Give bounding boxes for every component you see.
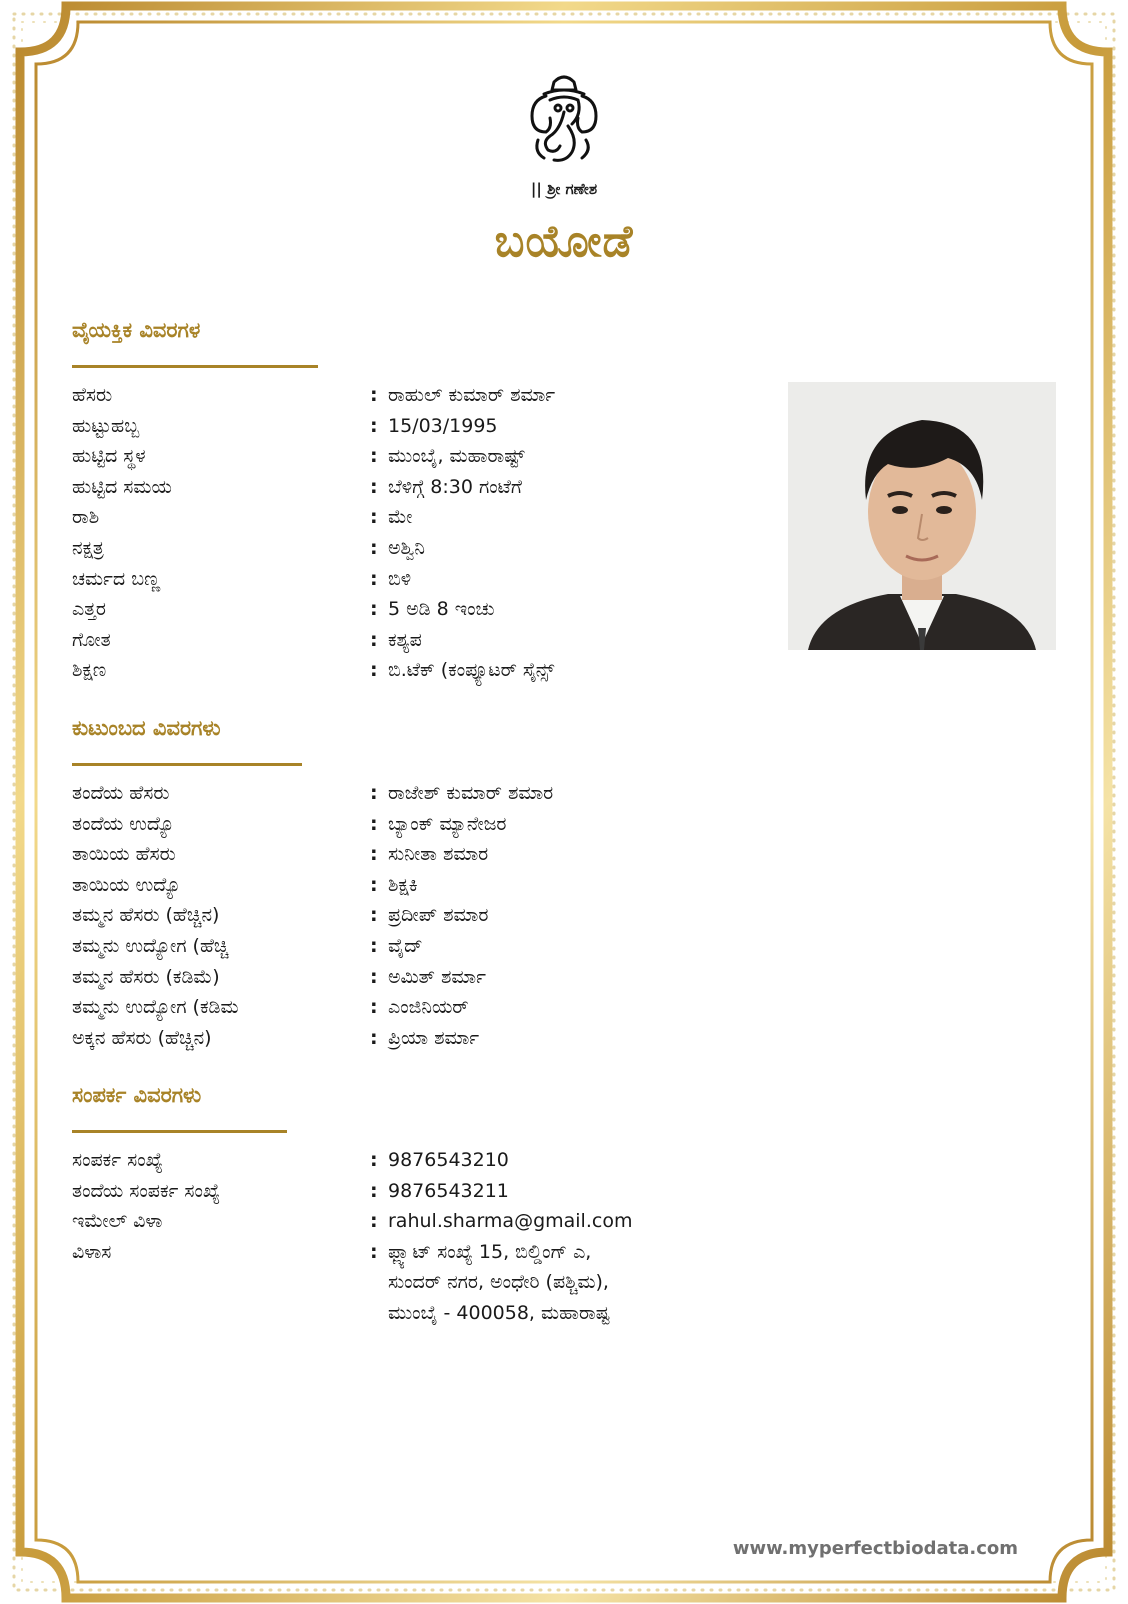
field-label: ಚರ್ಮದ ಬಣ್ಣ: [72, 567, 161, 590]
field-value: ಮೇ: [388, 506, 413, 529]
field-value: ಕಶ್ಯಪ: [388, 628, 422, 651]
field-separator: :: [370, 1026, 378, 1049]
field-label: ತಮ್ಮನ ಹೆಸರು (ಹೆಚ್ಚಿನ): [72, 904, 220, 927]
field-value: 9876543210: [388, 1149, 509, 1171]
field-separator: :: [370, 1240, 378, 1263]
field-separator: :: [370, 659, 378, 682]
field-label: ರಾಶಿ: [72, 506, 100, 529]
section-heading-contact: ಸಂಪರ್ಕ ವಿವರಗಳು: [72, 1083, 202, 1107]
ganesha-icon: [524, 70, 604, 166]
field-value: ಸುನೀತಾ ಶಮಾರ: [388, 843, 489, 866]
section-divider: [72, 1130, 287, 1133]
field-value: ಪ್ರಿಯಾ ಶರ್ಮಾ: [388, 1026, 480, 1049]
detail-row: [72, 778, 712, 809]
detail-row: [72, 962, 712, 993]
detail-row: [72, 625, 712, 656]
address-line: ಫ್ಲ್ಯಾಟ್ ಸಂಖ್ಯೆ 15, ಬಿಲ್ಡಿಂಗ್ ಎ,: [388, 1240, 592, 1263]
section-heading-personal: ವೈಯಕ್ತಿಕ ವಿವರಗಳ: [72, 318, 201, 342]
field-label: ಹುಟ್ಟಿದ ಸಮಯ: [72, 475, 172, 498]
field-value: ಬಿಳಿ: [388, 567, 412, 590]
field-value: ಅಶ್ವಿನಿ: [388, 536, 425, 559]
field-value: 9876543211: [388, 1179, 509, 1202]
detail-row: [72, 411, 712, 442]
address-value: [388, 1237, 610, 1329]
field-label: ಹುಟ್ಟಿದ ಸ್ಥಳ: [72, 445, 146, 468]
field-separator: :: [370, 414, 378, 437]
detail-row: [72, 839, 712, 870]
field-separator: :: [370, 934, 378, 957]
field-value: ವೈದ್: [388, 934, 423, 957]
detail-row: [72, 931, 712, 962]
field-label: ಶಿಕ್ಷಣ: [72, 659, 107, 682]
detail-row: [72, 533, 712, 564]
section-heading-family: ಕುಟುಂಬದ ವಿವರಗಳು: [72, 716, 221, 740]
field-label: ತಂದೆಯ ಸಂಪರ್ಕ ಸಂಖ್ಯೆ: [72, 1179, 221, 1202]
detail-row: [72, 900, 712, 931]
detail-row: [72, 564, 712, 595]
field-value: 15/03/1995: [388, 414, 498, 437]
field-label: ಹೆಸರು: [72, 384, 113, 406]
field-label: ತಂದೆಯ ಉದ್ಯೊ: [72, 812, 175, 835]
field-separator: :: [370, 628, 378, 651]
detail-row: [72, 1145, 712, 1176]
section-divider: [72, 365, 318, 368]
page-title: ಬಯೋಡೆ: [494, 216, 634, 267]
field-value: 5 ಅಡಿ 8 ಇಂಚು: [388, 598, 495, 621]
field-value: ಅಮಿತ್ ಶರ್ಮಾ: [388, 965, 486, 988]
field-separator: :: [370, 445, 378, 468]
email-value: rahul.sharma@gmail.com: [388, 1210, 633, 1233]
field-label: ವಿಳಾಸ: [72, 1240, 112, 1263]
detail-row: [72, 1176, 712, 1207]
detail-row: [72, 1206, 712, 1237]
field-label: ತಮ್ಮನು ಉದ್ಯೋಗ (ಹೆಚ್ಚಿ: [72, 934, 229, 957]
field-label: ತಂದೆಯ ಹೆಸರು: [72, 782, 170, 804]
field-value: ಬೆಳಿಗ್ಗೆ 8:30 ಗಂಟೆಗೆ: [388, 475, 522, 498]
field-value: ಮುಂಬೈ, ಮಹಾರಾಷ್ಟ್: [388, 445, 525, 468]
detail-row: [72, 992, 712, 1023]
field-label: ನಕ್ಷತ್ರ: [72, 536, 104, 559]
field-separator: :: [370, 812, 378, 835]
detail-row: [72, 472, 712, 503]
field-value: ಪ್ರದೀಪ್ ಶಮಾರ: [388, 904, 489, 927]
detail-row: [72, 502, 712, 533]
field-separator: :: [370, 965, 378, 988]
field-separator: :: [370, 567, 378, 590]
field-value: ಬ್ಯಾಂಕ್ ಮ್ಯಾನೇಜರ: [388, 812, 507, 835]
website-link[interactable]: www.myperfectbiodata.com: [732, 1538, 1018, 1559]
field-separator: :: [370, 536, 378, 559]
portrait-illustration: [788, 382, 1056, 650]
field-label: ಇಮೇಲ್ ವಿಳಾ: [72, 1210, 163, 1233]
field-value: ರಾಜೇಶ್ ಕುಮಾರ್ ಶಮಾರ: [388, 782, 554, 804]
field-separator: :: [370, 843, 378, 866]
field-label: ಅಕ್ಕನ ಹೆಸರು (ಹೆಚ್ಚಿನ): [72, 1026, 212, 1049]
field-value: ಬಿ.ಟೆಕ್ (ಕಂಪ್ಯೂಟರ್ ಸೈನ್ಸ್: [388, 659, 555, 682]
field-separator: :: [370, 506, 378, 529]
profile-photo: [788, 382, 1056, 650]
detail-row: [72, 380, 712, 411]
address-line: ಮುಂಬೈ - 400058, ಮಹಾರಾಷ್ಟ: [388, 1301, 610, 1324]
field-separator: :: [370, 1179, 378, 1202]
field-value: ರಾಹುಲ್ ಕುಮಾರ್ ಶರ್ಮಾ: [388, 384, 556, 406]
personal-details-list: [72, 380, 712, 686]
address-row: [72, 1237, 712, 1329]
field-label: ತಮ್ಮನ ಹೆಸರು (ಕಡಿಮೆ): [72, 965, 220, 988]
field-label: ತಮ್ಮನು ಉದ್ಯೋಗ (ಕಡಿಮ: [72, 996, 239, 1019]
family-details-list: [72, 778, 712, 1053]
field-separator: :: [370, 904, 378, 927]
field-separator: :: [370, 475, 378, 498]
field-separator: :: [370, 1210, 378, 1233]
detail-row: [72, 594, 712, 625]
blessing-text: || ಶ್ರೀ ಗಣೇಶ: [530, 180, 598, 198]
field-separator: :: [370, 873, 378, 896]
field-label: ಸಂಪರ್ಕ ಸಂಖ್ಯೆ: [72, 1149, 163, 1171]
field-label: ಹುಟ್ಟುಹಬ್ಬ: [72, 414, 140, 437]
field-label: ತಾಯಿಯ ಉದ್ಯೊ: [72, 873, 181, 896]
detail-row: [72, 1023, 712, 1054]
contact-details-list: [72, 1145, 712, 1329]
field-separator: :: [370, 598, 378, 621]
section-divider: [72, 763, 302, 766]
field-value: ಶಿಕ್ಷಕಿ: [388, 873, 418, 896]
address-line: ಸುಂದರ್ ನಗರ, ಅಂಧೇರಿ (ಪಶ್ಚಿಮ),: [388, 1271, 609, 1294]
field-label: ತಾಯಿಯ ಹೆಸರು: [72, 843, 176, 866]
detail-row: [72, 809, 712, 840]
field-separator: :: [370, 1149, 378, 1171]
field-separator: :: [370, 996, 378, 1019]
field-label: ಎತ್ತರ: [72, 598, 106, 621]
field-value: ಎಂಜಿನಿಯರ್: [388, 996, 469, 1019]
field-label: ಗೋತ: [72, 628, 111, 651]
field-separator: :: [370, 782, 378, 804]
detail-row: [72, 441, 712, 472]
detail-row: [72, 870, 712, 901]
field-separator: :: [370, 384, 378, 406]
detail-row: [72, 655, 712, 686]
